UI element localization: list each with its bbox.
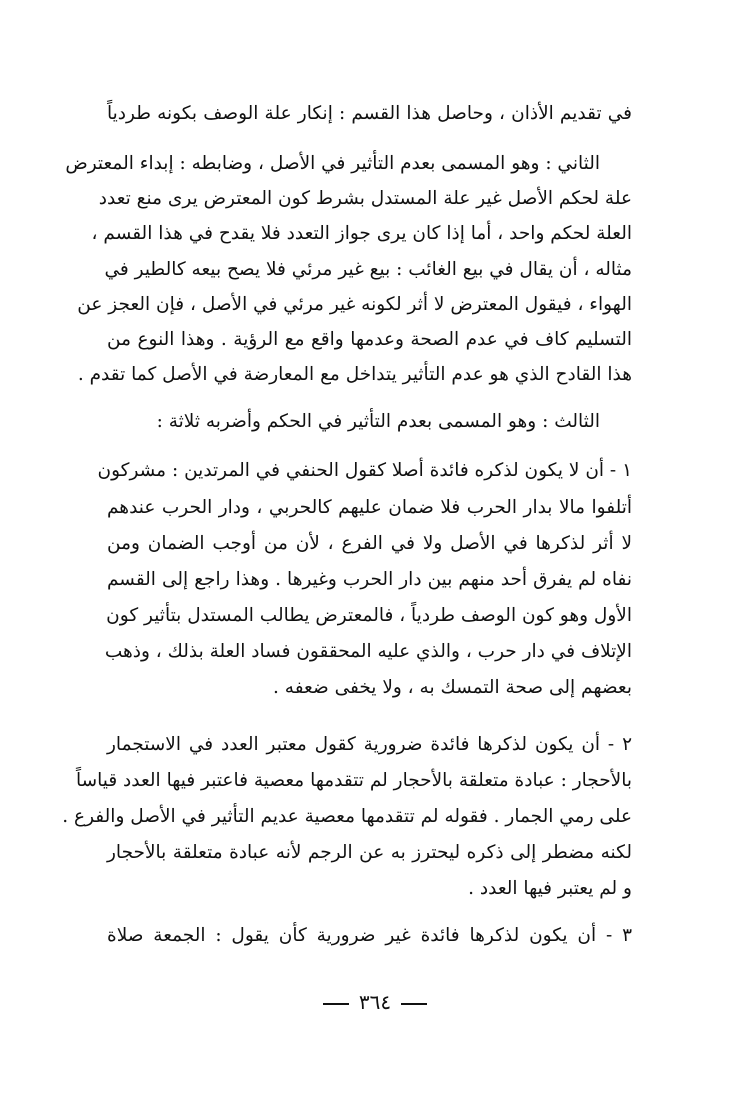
dash-divider	[323, 1003, 349, 1005]
text-line: هذا القادح الذي هو عدم التأثير يتداخل مع المعارضة في الأصل كما تقدم .	[77, 364, 632, 385]
text-line: مثاله ، أن يقال في بيع الغائب : بيع غير مرئي فلا يصح بيعه كالطير في	[104, 259, 632, 280]
text-line: أتلفوا مالا بدار الحرب فلا ضمان عليهم كالحربي ، ودار الحرب عندهم	[107, 497, 632, 518]
text-line: نفاه لم يفرق أحد منهم بين دار الحرب وغيرها . وهذا راجع إلى القسم	[107, 569, 632, 590]
page-number-text: ٣٦٤	[358, 990, 392, 1014]
text-line: في تقديم الأذان ، وحاصل هذا القسم : إنكار علة الوصف بكونه طردياً	[107, 103, 632, 124]
text-line: الإتلاف في دار حرب ، والذي عليه المحققون فساد العلة بذلك ، وذهب	[104, 641, 632, 662]
text-line: الأول وهو كون الوصف طردياً ، فالمعترض يطالب المستدل بتأثير كون	[106, 605, 632, 626]
text-line: بالأحجار : عبادة متعلقة بالأحجار لم تتقدمها معصية فاعتبر فيها العدد قياساً	[75, 770, 632, 791]
page-number	[0, 990, 750, 1014]
text-line: على رمي الجمار . فقوله لم تتقدمها معصية عديم التأثير في الأصل والفرع .	[62, 806, 632, 827]
text-line: لا أثر لذكرها في الأصل ولا في الفرع ، لأن من أوجب الضمان ومن	[107, 533, 632, 554]
text-line: ٣ - أن يكون لذكرها فائدة غير ضرورية كأن يقول : الجمعة صلاة	[107, 925, 632, 946]
text-line: التسليم كاف في عدم الصحة وعدمها واقع مع الرؤية . وهذا النوع من	[107, 329, 632, 350]
dash-divider	[401, 1003, 427, 1005]
text-line: الثالث : وهو المسمى بعدم التأثير في الحكم وأضربه ثلاثة :	[156, 411, 600, 432]
text-line: علة لحكم الأصل غير علة المستدل بشرط كون المعترض يرى منع تعدد	[98, 188, 632, 209]
text-line: لكنه مضطر إلى ذكره ليحترز به عن الرجم لأنه عبادة متعلقة بالأحجار	[107, 842, 632, 863]
text-line: العلة لحكم واحد ، أما إذا كان يرى جواز التعدد فلا يقدح في هذا القسم ،	[91, 223, 632, 244]
text-line: ١ - أن لا يكون لذكره فائدة أصلا كقول الحنفي في المرتدين : مشركون	[97, 460, 632, 481]
text-line: ٢ - أن يكون لذكرها فائدة ضرورية كقول معتبر العدد في الاستجمار	[107, 734, 632, 755]
text-line: الثاني : وهو المسمى بعدم التأثير في الأصل ، وضابطه : إبداء المعترض	[65, 153, 600, 174]
text-line: بعضهم إلى صحة التمسك به ، ولا يخفى ضعفه .	[273, 677, 632, 698]
text-line: و لم يعتبر فيها العدد .	[468, 878, 632, 899]
text-line: الهواء ، فيقول المعترض لا أثر لكونه غير مرئي في الأصل ، فإن العجز عن	[77, 294, 632, 315]
